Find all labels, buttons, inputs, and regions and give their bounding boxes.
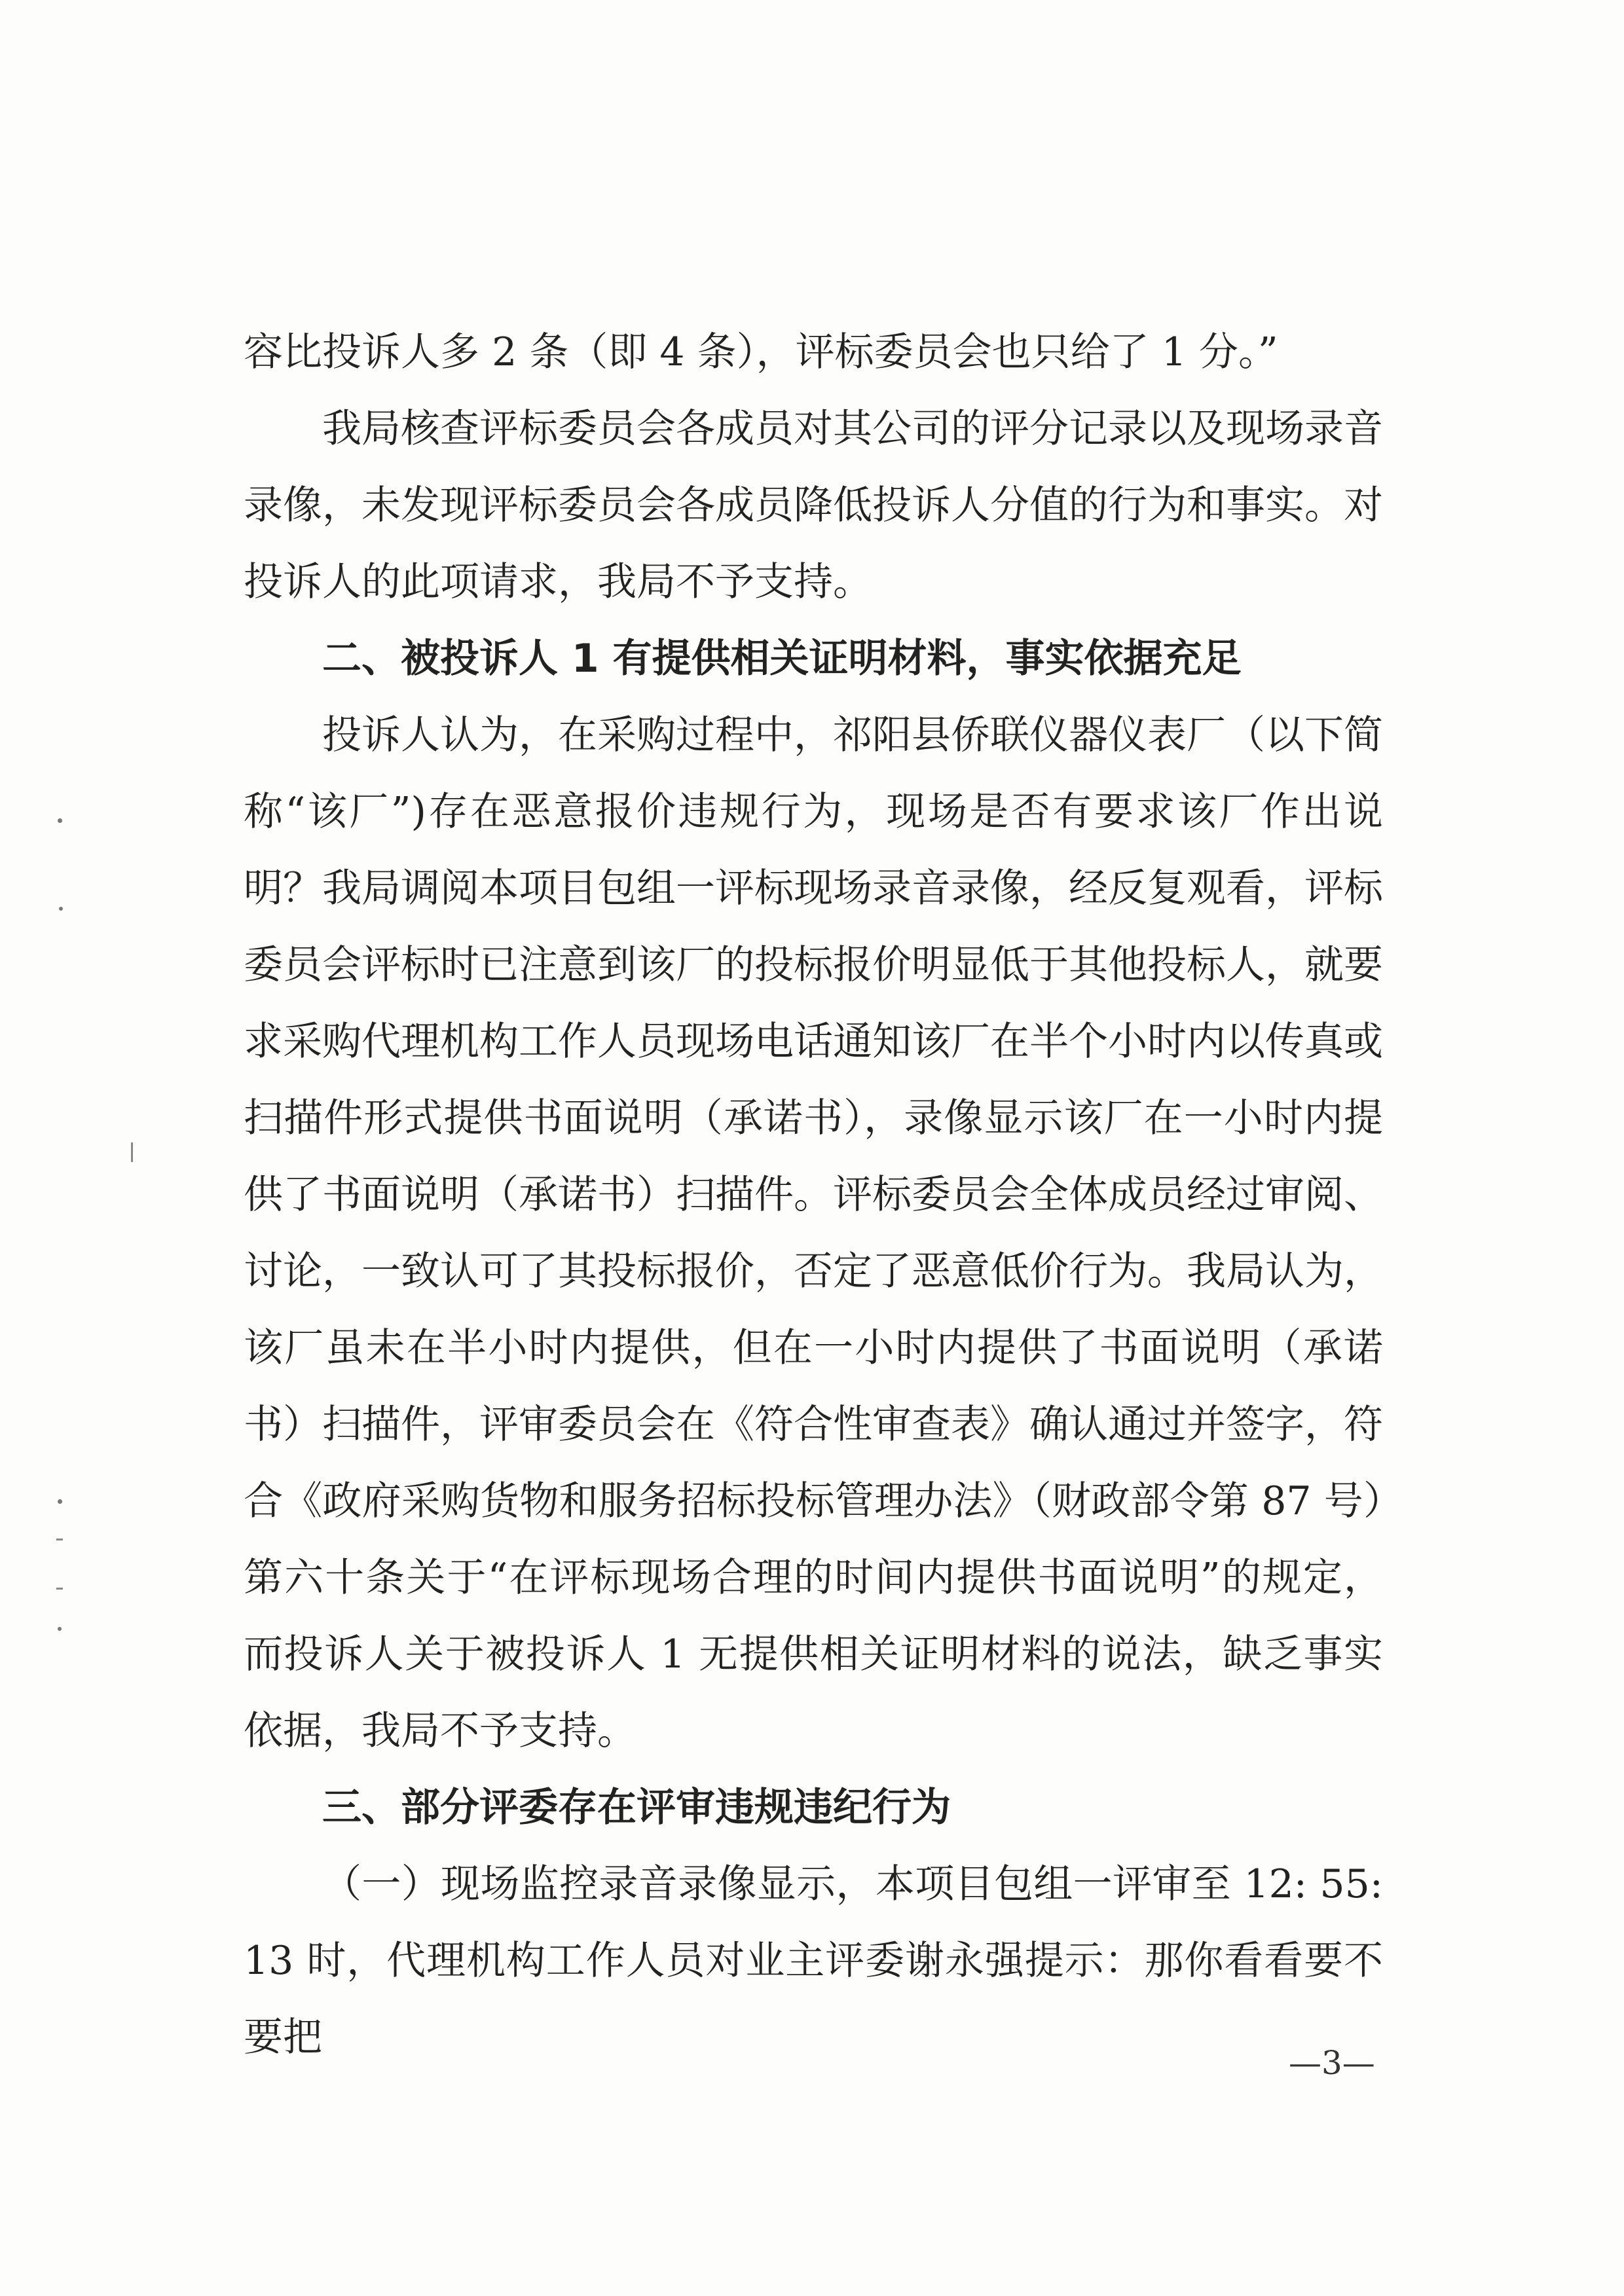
paragraph-4: （一）现场监控录音录像显示，本项目包组一评审至 12: 55: 13 时，代理机构工作人员对业主评委谢永强提示：那你看看要不要把 [244, 1861, 1383, 2060]
document-body [244, 314, 1383, 2076]
scan-mark [58, 818, 62, 823]
scan-mark [56, 1539, 63, 1540]
scan-mark [58, 1627, 62, 1631]
section-heading-3: 三、部分评委存在评审违规违纪行为 [322, 1785, 951, 1831]
scan-mark [56, 1588, 63, 1590]
paragraph-3: 投诉人认为，在采购过程中，祁阳县侨联仪器仪表厂（以下简称“该厂”)存在恶意报价违规行为，现场是否有要求该厂作出说明？我局调阅本项目包组一评标现场录音录像，经反复观看，评标委员会评标时已注意到该厂的投标报价明显低于其他投标人，就要求采购代理机构工作人员现场电话通知该厂在半个小时内以传真或扫描件形式提供书面说明（承诺书），录像显示该厂在一小时内提供了书面说明（承诺书）扫描件。评标委员会全体成员经过审阅、讨论，一致认可了其投标报价，否定了恶意低价行为。我局认为，该厂虽未在半小时内提供，但在一小时内提供了书面说明（承诺书）扫描件，评审委员会在《符合性审查表》确认通过并签字，符合《政府采购货物和服务招标投标管理办法》（财政部令第 87 号）第六十条关于“在评标现场合理的时间内提供书面说明”的规定，而投诉人关于被投诉人 1 无提供相关证明材料的说法，缺乏事实依据，我局不予支持。 [244, 712, 1383, 1754]
scan-mark [59, 907, 63, 911]
section-heading-2: 二、被投诉人 1 有提供相关证明材料，事实依据充足 [322, 636, 1242, 682]
paragraph-2: 我局核查评标委员会各成员对其公司的评分记录以及现场录音录像，未发现评标委员会各成员降低投诉人分值的行为和事实。对投诉人的此项请求，我局不予支持。 [244, 406, 1383, 605]
paragraph-1: 容比投诉人多 2 条（即 4 条），评标委员会也只给了 1 分。” [244, 329, 1278, 375]
scan-mark [58, 1499, 62, 1504]
page-number: —3— [1289, 2044, 1375, 2082]
scan-mark [131, 1142, 133, 1162]
